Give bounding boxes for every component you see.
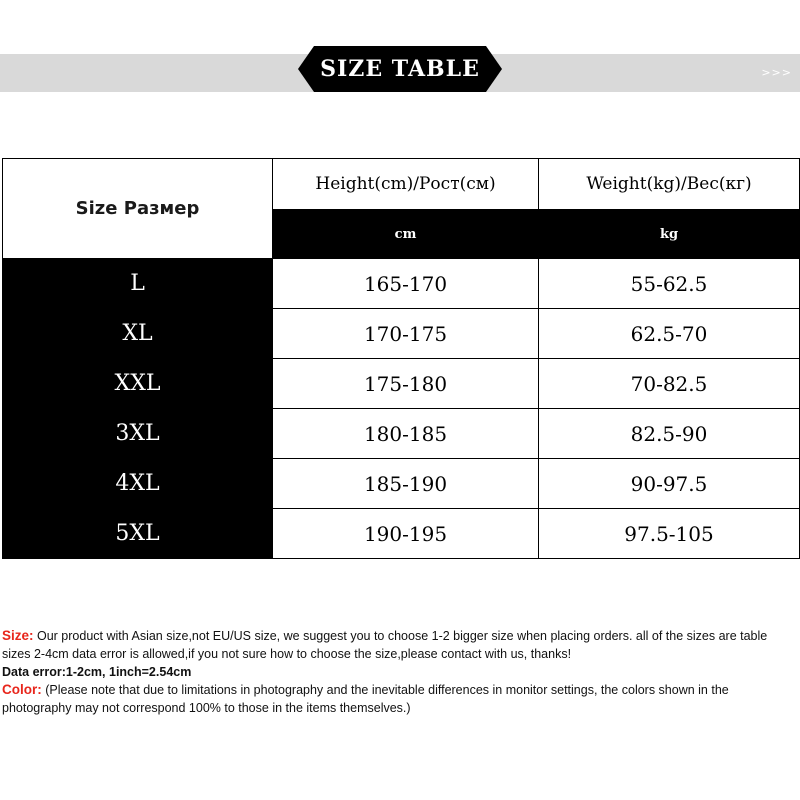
weight-cell: 70-82.5 <box>539 359 800 409</box>
size-header <box>3 159 273 259</box>
size-note <box>2 627 798 663</box>
size-table <box>2 158 800 559</box>
table-row <box>3 409 800 459</box>
height-cell: 170-175 <box>273 309 539 359</box>
table-row <box>3 509 800 559</box>
weight-unit: kg <box>539 210 800 259</box>
size-cell: XL <box>3 309 273 359</box>
weight-cell: 82.5-90 <box>539 409 800 459</box>
weight-cell: 90-97.5 <box>539 459 800 509</box>
size-cell: L <box>3 259 273 309</box>
weight-header: Weight(kg)/Вес(кг) <box>539 159 800 210</box>
table-row <box>3 309 800 359</box>
page-title: SIZE TABLE <box>320 56 480 82</box>
notes-section <box>2 627 798 717</box>
data-error-note: Data error:1-2cm, 1inch=2.54cm <box>2 665 192 679</box>
size-cell: 5XL <box>3 509 273 559</box>
height-header: Height(cm)/Рост(см) <box>273 159 539 210</box>
color-note-label: Color: <box>2 682 42 697</box>
table-row <box>3 459 800 509</box>
size-cell: 4XL <box>3 459 273 509</box>
table-row <box>3 259 800 309</box>
size-cell: 3XL <box>3 409 273 459</box>
size-note-label: Size: <box>2 628 34 643</box>
height-cell: 165-170 <box>273 259 539 309</box>
weight-cell: 97.5-105 <box>539 509 800 559</box>
height-cell: 175-180 <box>273 359 539 409</box>
size-header-en: Size <box>75 198 118 219</box>
arrows-decoration: >>> <box>761 66 792 79</box>
table-row <box>3 359 800 409</box>
color-note-text: (Please note that due to limitations in photography and the inevitable differences in monitor settings, the colors shown in the photography may not correspond 100% to those in the items themselves.) <box>2 683 729 715</box>
height-cell: 185-190 <box>273 459 539 509</box>
size-note-text: Our product with Asian size,not EU/US size, we suggest you to choose 1-2 bigger size when placing orders. all of the sizes are table sizes 2-4cm data error is allowed,if you not sure how to choose the size,please contact with us, thanks! <box>2 629 768 661</box>
height-cell: 180-185 <box>273 409 539 459</box>
weight-cell: 55-62.5 <box>539 259 800 309</box>
height-unit: cm <box>273 210 539 259</box>
size-cell: XXL <box>3 359 273 409</box>
color-note <box>2 681 798 717</box>
size-header-ru: Размер <box>123 198 200 219</box>
height-cell: 190-195 <box>273 509 539 559</box>
weight-cell: 62.5-70 <box>539 309 800 359</box>
